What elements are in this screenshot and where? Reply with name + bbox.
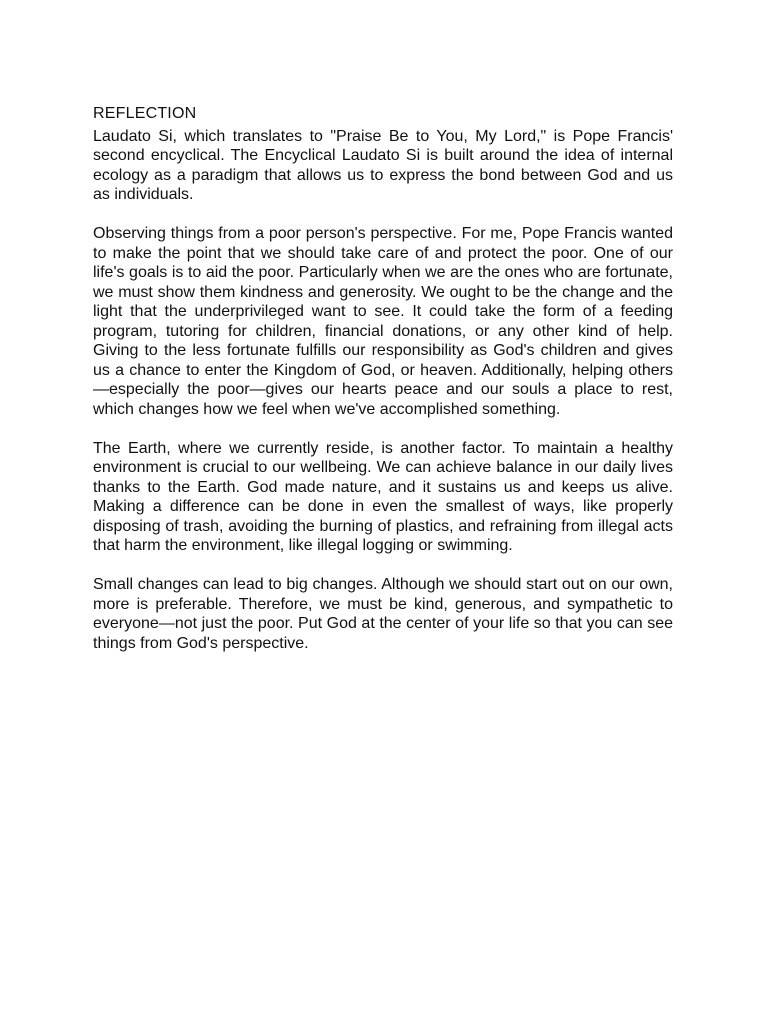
paragraph-earth: The Earth, where we currently reside, is another factor. To maintain a healthy environment is crucial to our wellbeing. We can achieve balance in our daily lives thanks to the Earth. God made nature, and it sustains us and keeps us alive. Making a difference can be done in even the smallest of ways, like properly disposing of trash, avoiding the burning of plastics, and refraining from illegal acts that harm the environment, like illegal logging or swimming. (93, 439, 673, 554)
paragraph-poor-perspective: Observing things from a poor person's perspective. For me, Pope Francis wanted to make the point that we should take care of and protect the poor. One of our life's goals is to aid the poor. Particularly when we are the ones who are fortunate, we must show them kindness and generosity. We ought to be the change and the light that the underprivileged want to see. It could take the form of a feeding program, tutoring for children, financial donations, or any other kind of help. Giving to the less fortunate fulfills our responsibility as God's children and gives us a chance to enter the Kingdom of God, or heaven. Additionally, helping others—especially the poor—gives our hearts peace and our souls a place to rest, which changes how we feel when we've accomplished something. (93, 225, 673, 418)
paragraph-conclusion: Small changes can lead to big changes. Although we should start out on our own, more is preferable. Therefore, we must be kind, generous, and sympathetic to everyone—not just the poor. Put God at the center of your life so that you can see things from God's perspective. (93, 576, 673, 652)
paragraph-intro: Laudato Si, which translates to "Praise Be to You, My Lord," is Pope Francis' second encyclical. The Encyclical Laudato Si is built around the idea of internal ecology as a paradigm that allows us to express the bond between God and us as individuals. (93, 127, 673, 203)
document-heading: REFLECTION (93, 105, 197, 122)
document-body (93, 104, 673, 653)
